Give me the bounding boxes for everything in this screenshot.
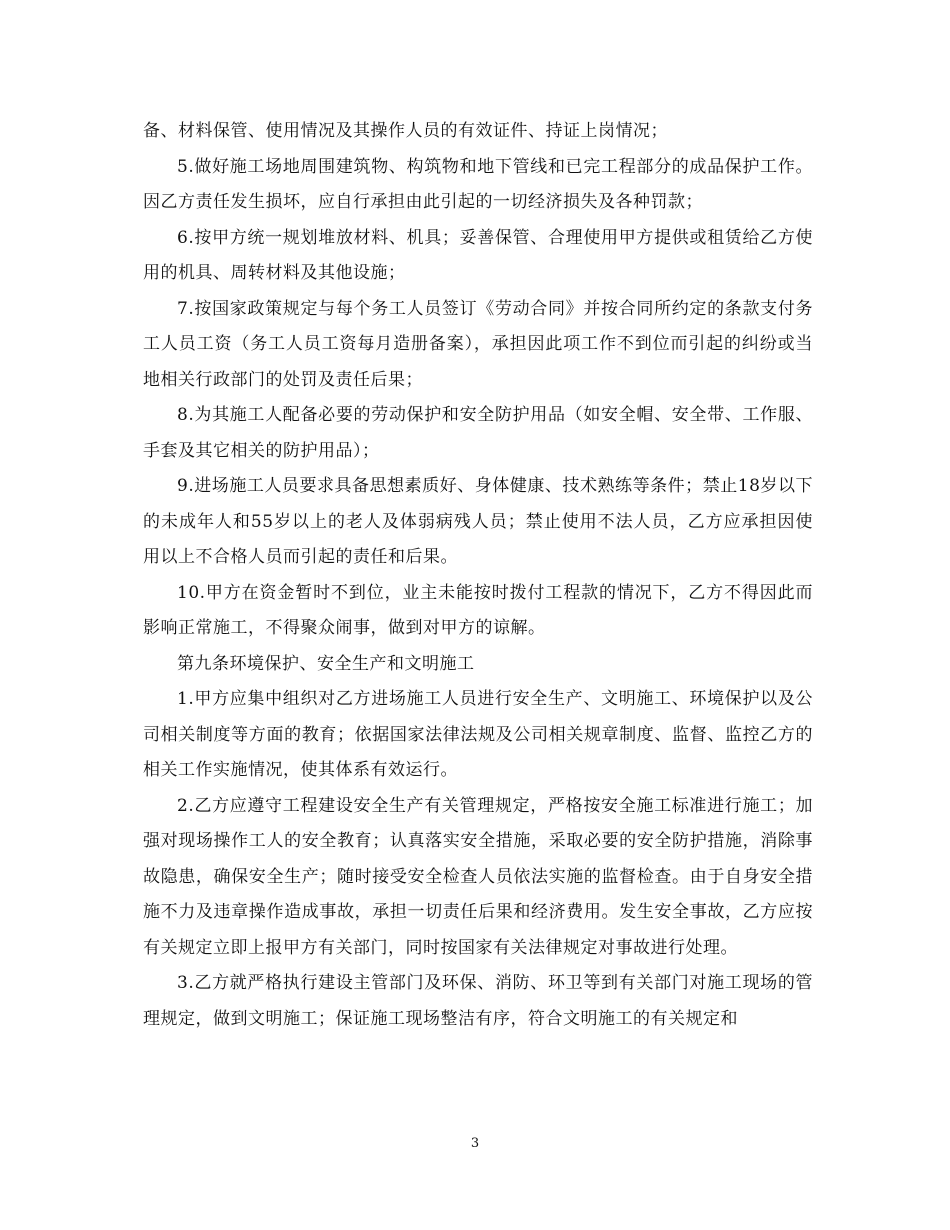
paragraph-article9-item-2: 2.乙方应遵守工程建设安全生产有关管理规定，严格按安全施工标准进行施工；加强对现场操作工人的安全教育；认真落实安全措施，采取必要的安全防护措施，消除事故隐患，确保安全生产；随时接受安全检查人员依法实施的监督检查。由于自身安全措施不力及违章操作造成事故，承担一切责任后果和经济费用。发生安全事故，乙方应按有关规定立即上报甲方有关部门，同时按国家有关法律规定对事故进行处理。: [143, 795, 813, 958]
paragraph-item-9: 9.进场施工人员要求具备思想素质好、身体健康、技术熟练等条件；禁止18岁以下的未成年人和55岁以上的老人及体弱病残人员；禁止使用不法人员，乙方应承担因使用以上不合格人员而引起的责任和后果。: [143, 476, 813, 567]
paragraph-item-6: 6.按甲方统一规划堆放材料、机具；妥善保管、合理使用甲方提供或租赁给乙方使用的机具、周转材料及其他设施；: [143, 227, 813, 283]
paragraph-item-10: 10.甲方在资金暂时不到位，业主未能按时拨付工程款的情况下，乙方不得因此而影响正常施工，不得聚众闹事，做到对甲方的谅解。: [143, 582, 813, 638]
paragraph-item-7: 7.按国家政策规定与每个务工人员签订《劳动合同》并按合同所约定的条款支付务工人员工资（务工人员工资每月造册备案），承担因此项工作不到位而引起的纠纷或当地相关行政部门的处罚及责任后果；: [143, 298, 813, 390]
paragraph-article9-item-3: 3.乙方就严格执行建设主管部门及环保、消防、环卫等到有关部门对施工现场的管理规定，做到文明施工；保证施工现场整洁有序，符合文明施工的有关规定和: [143, 973, 813, 1029]
paragraph-continuation: 备、材料保管、使用情况及其操作人员的有效证件、持证上岗情况；: [143, 121, 668, 141]
paragraph-item-8: 8.为其施工人配备必要的劳动保护和安全防护用品（如安全帽、安全带、工作服、手套及其它相关的防护用品）；: [143, 405, 813, 461]
paragraph-item-5: 5.做好施工场地周围建筑物、构筑物和地下管线和已完工程部分的成品保护工作。因乙方责任发生损坏，应自行承担由此引起的一切经济损失及各种罚款；: [143, 156, 813, 212]
page-number: 3: [470, 1136, 480, 1151]
section-heading-article-9: 第九条环境保护、安全生产和文明施工: [177, 653, 475, 674]
paragraph-article9-item-1: 1.甲方应集中组织对乙方进场施工人员进行安全生产、文明施工、环境保护以及公司相关制度等方面的教育；依据国家法律法规及公司相关规章制度、监督、监控乙方的相关工作实施情况，使其体系有效运行。: [143, 689, 813, 780]
document-body: [143, 114, 813, 1037]
